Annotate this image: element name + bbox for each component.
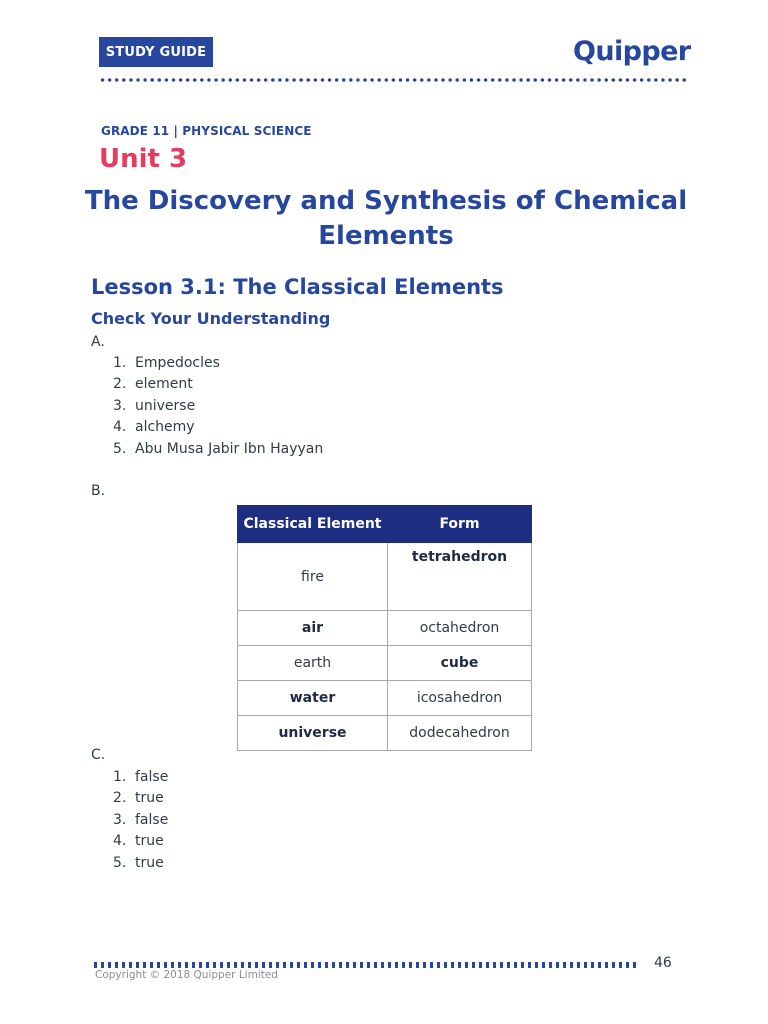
- copyright-notice: Copyright © 2018 Quipper Limited: [95, 969, 278, 981]
- table-row: [238, 543, 532, 611]
- list-item: 1. false: [113, 769, 169, 785]
- list-item: 4. true: [113, 833, 164, 850]
- section-title: Check Your Understanding: [91, 309, 331, 328]
- table-row: [238, 611, 532, 646]
- quipper-logo: Quipper: [573, 36, 691, 67]
- list-item: 5. Abu Musa Jabir Ibn Hayyan: [113, 440, 324, 457]
- unit-heading: Unit 3: [99, 144, 188, 174]
- footer-divider: [94, 962, 640, 968]
- table-cell: fire: [238, 543, 388, 611]
- table-cell: dodecahedron: [388, 716, 532, 751]
- page-number: 46: [654, 955, 672, 971]
- column-header: Classical Element: [238, 506, 388, 543]
- part-c-list: [113, 767, 168, 874]
- table-cell: universe: [238, 716, 388, 751]
- table-cell: air: [238, 611, 388, 646]
- study-guide-badge: STUDY GUIDE: [99, 37, 213, 67]
- table-row: [238, 716, 532, 751]
- lesson-title: Lesson 3.1: The Classical Elements: [91, 275, 504, 299]
- list-item: 1. Empedocles: [113, 355, 220, 371]
- table-cell: tetrahedron: [388, 543, 532, 611]
- table-cell: cube: [388, 646, 532, 681]
- list-item: 5. true: [113, 854, 164, 871]
- table-cell: water: [238, 681, 388, 716]
- table-cell: icosahedron: [388, 681, 532, 716]
- list-item: 3. false: [113, 811, 169, 828]
- part-b-label: B.: [91, 483, 106, 499]
- header-divider: [99, 78, 688, 82]
- list-item: 2. element: [113, 376, 193, 393]
- part-a-label: A.: [91, 334, 105, 350]
- table-cell: octahedron: [388, 611, 532, 646]
- list-item: 3. universe: [113, 397, 196, 414]
- list-item: 2. true: [113, 790, 164, 807]
- classical-elements-table: [237, 505, 532, 751]
- part-a-list: [113, 353, 323, 460]
- grade-subject: GRADE 11 | PHYSICAL SCIENCE: [101, 124, 312, 138]
- unit-title: The Discovery and Synthesis of Chemical Elements: [84, 186, 688, 251]
- table-cell: earth: [238, 646, 388, 681]
- list-item: 4. alchemy: [113, 419, 195, 436]
- table-row: [238, 681, 532, 716]
- part-c-label: C.: [91, 747, 106, 763]
- table-row: [238, 646, 532, 681]
- table-header-row: [238, 506, 532, 543]
- column-header: Form: [388, 506, 532, 543]
